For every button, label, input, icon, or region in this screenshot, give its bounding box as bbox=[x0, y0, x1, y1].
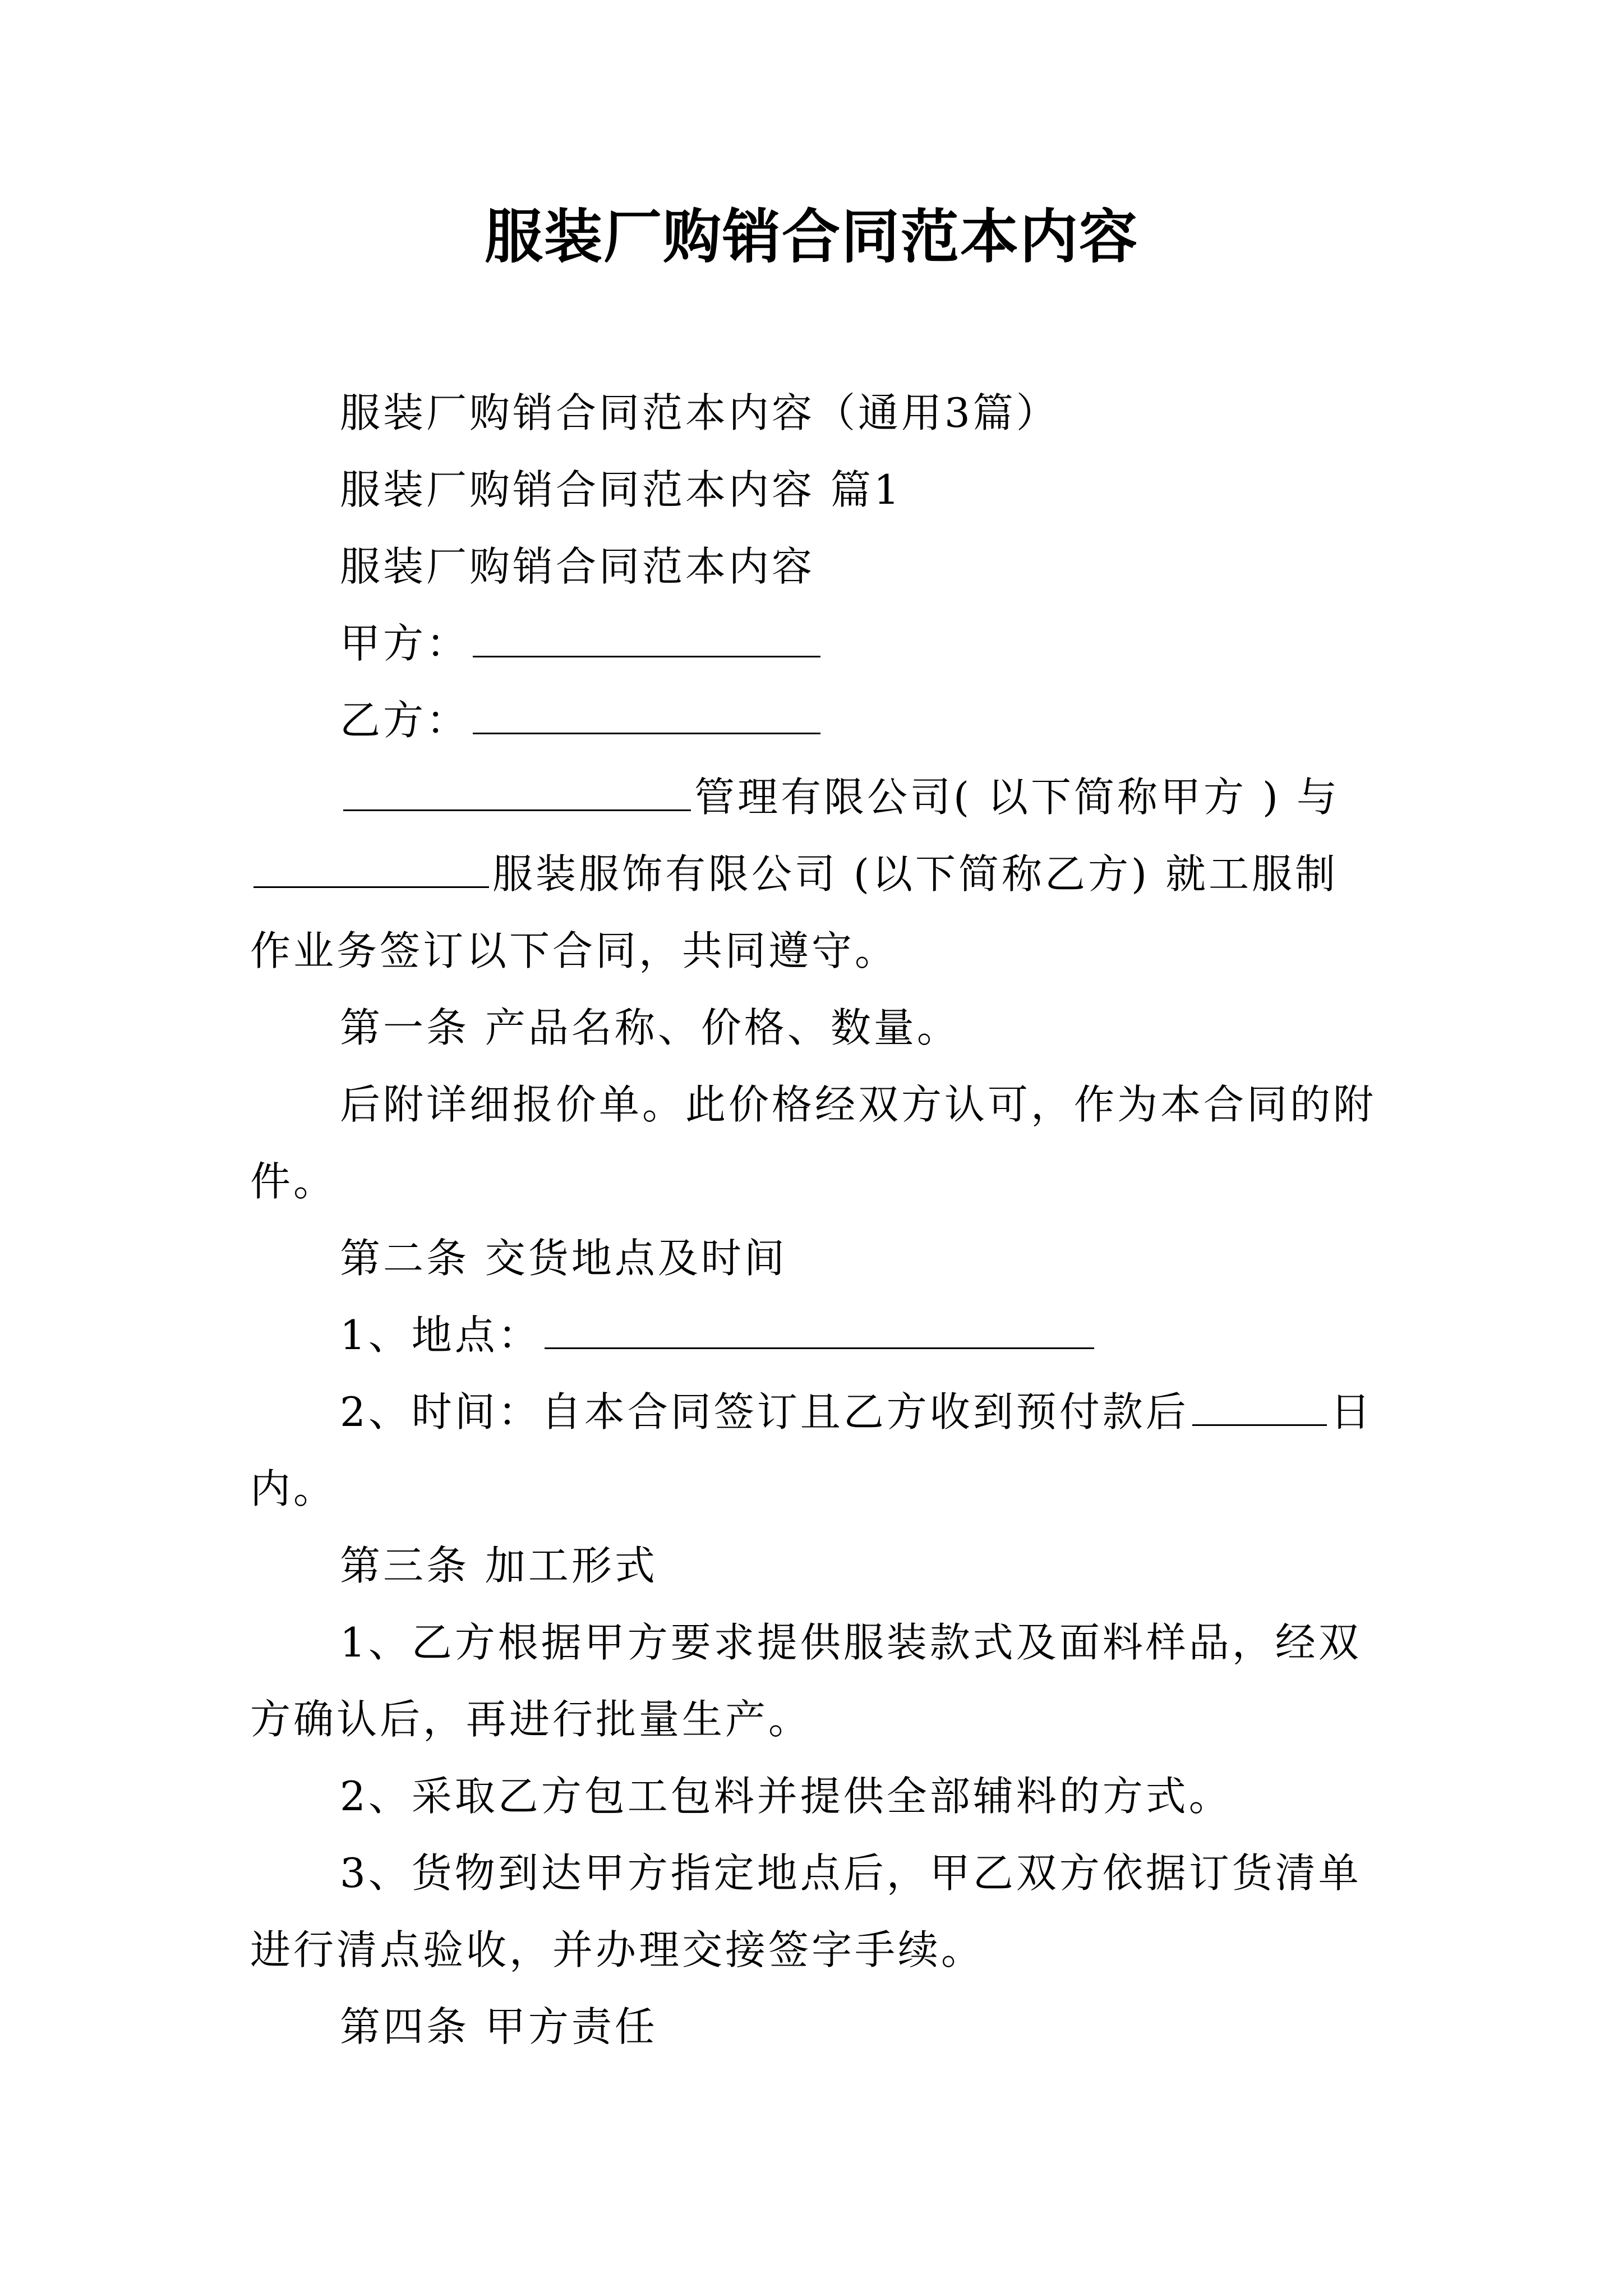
intro-part1: 管理有限公司( 以下简称甲方 ) 与 bbox=[694, 774, 1340, 821]
article3-item2: 2、采取乙方包工包料并提供全部辅料的方式。 bbox=[340, 1773, 1232, 1820]
article3-title: 第三条 加工形式 bbox=[340, 1542, 658, 1589]
article2-item2 bbox=[250, 1374, 1381, 1527]
article2-item1-label: 1、地点： bbox=[340, 1312, 541, 1359]
article1-title: 第一条 产品名称、价格、数量。 bbox=[340, 1004, 960, 1051]
party-a-blank bbox=[473, 619, 820, 657]
article2-item2-text2: 日内。 bbox=[250, 1388, 1373, 1512]
subtitle: 服装厂购销合同范本内容（通用3篇） bbox=[340, 389, 1059, 436]
company-a-blank bbox=[343, 773, 691, 811]
party-a-line bbox=[250, 605, 1381, 682]
document-body bbox=[250, 375, 1381, 2065]
place-blank bbox=[545, 1311, 1094, 1349]
section-heading: 服装厂购销合同范本内容 篇1 bbox=[340, 466, 902, 513]
party-a-label: 甲方： bbox=[340, 620, 470, 667]
article3-item1: 1、乙方根据甲方要求提供服装款式及面料样品，经双方确认后，再进行批量生产。 bbox=[250, 1619, 1362, 1743]
party-b-label: 乙方： bbox=[340, 697, 470, 744]
article1-body: 后附详细报价单。此价格经双方认可，作为本合同的附件。 bbox=[250, 1081, 1377, 1205]
article3-item3: 3、货物到达甲方指定地点后，甲乙双方依据订货清单进行清点验收，并办理交接签字手续。 bbox=[250, 1849, 1362, 1973]
days-blank bbox=[1192, 1388, 1327, 1426]
article2-item1 bbox=[250, 1297, 1381, 1374]
company-b-blank bbox=[253, 850, 489, 888]
party-b-line bbox=[250, 682, 1381, 759]
intro-paragraph bbox=[250, 759, 1381, 990]
article4-title: 第四条 甲方责任 bbox=[340, 2003, 658, 2050]
party-b-blank bbox=[473, 696, 820, 734]
intro-part2: 服装服饰有限公司 (以下简称乙方) 就工服制作业务签订以下合同，共同遵守。 bbox=[250, 850, 1338, 974]
document-title: 服装厂购销合同范本内容 bbox=[484, 203, 1138, 271]
article2-item2-text1: 2、时间：自本合同签订且乙方收到预付款后 bbox=[340, 1388, 1189, 1435]
article2-title: 第二条 交货地点及时间 bbox=[340, 1235, 787, 1282]
contract-name: 服装厂购销合同范本内容 bbox=[340, 543, 815, 590]
